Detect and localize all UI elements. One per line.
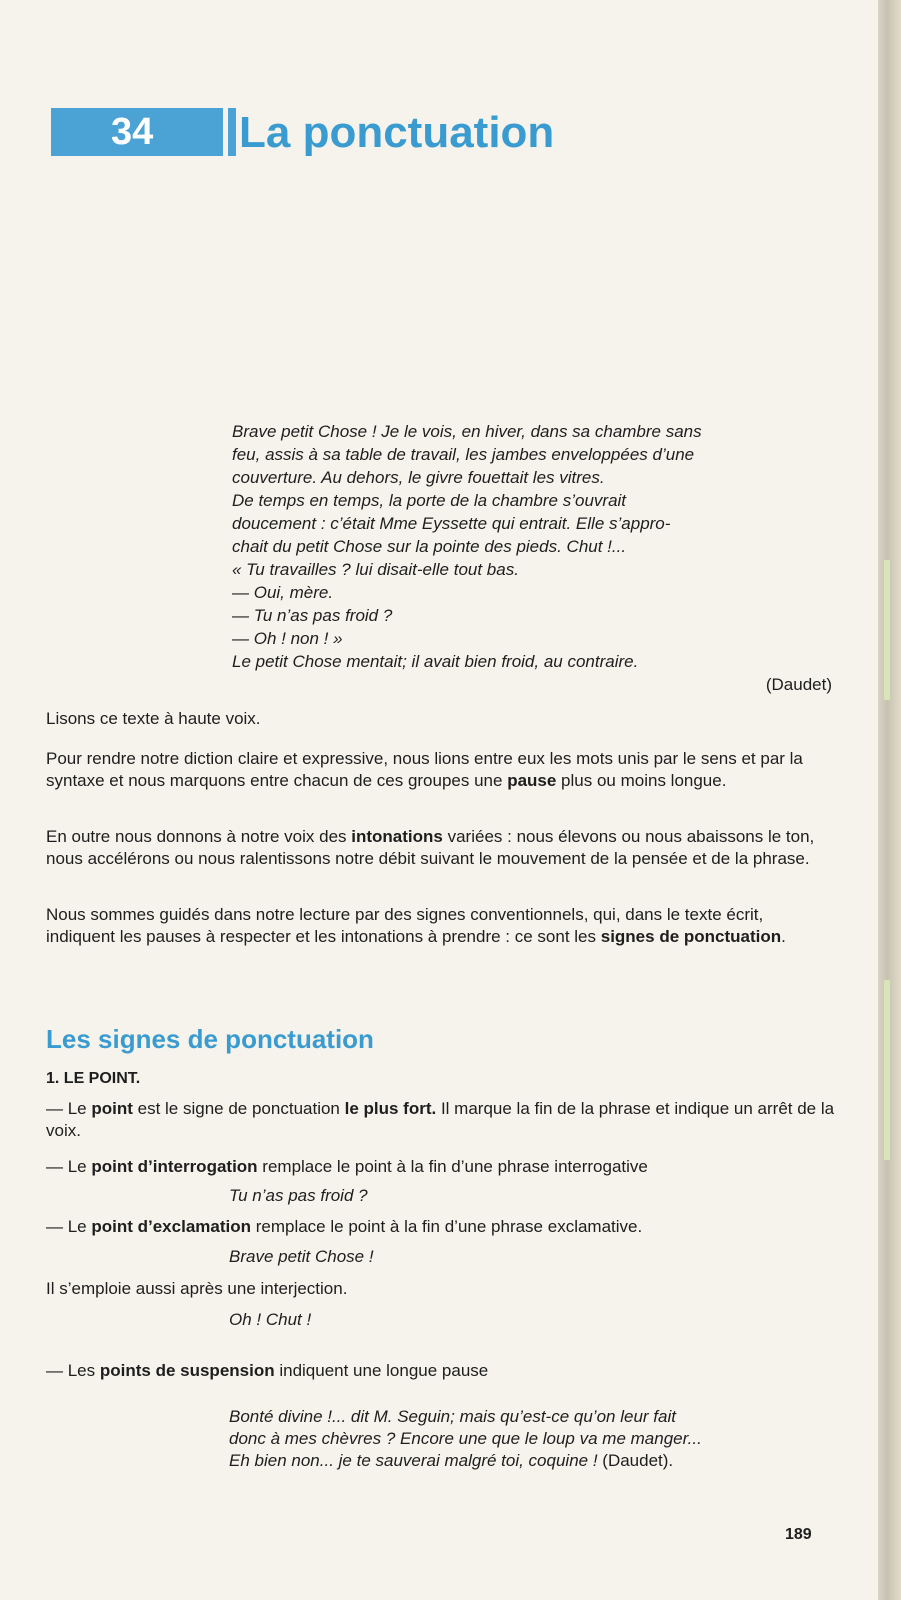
quote-line: doucement : c’était Mme Eyssette qui entrait. Elle s’appro- xyxy=(232,514,671,533)
text-run: plus ou moins longue. xyxy=(556,771,727,790)
text-run: Pour rendre notre diction claire et expressive, nous lions entre eux les mots unis par le sens et par la syntaxe et nous marquons entre chacun de ces groupes une xyxy=(46,749,803,790)
intro-text xyxy=(46,904,836,948)
quote-line: — Oui, mère. xyxy=(232,583,334,602)
intro-paragraph-4 xyxy=(46,904,836,948)
quote-line xyxy=(229,1450,834,1472)
bold-term: point xyxy=(91,1099,133,1118)
text-run: remplace le point à la fin d’une phrase exclamative. xyxy=(251,1217,643,1236)
text-run: En outre nous donnons à notre voix des xyxy=(46,827,352,846)
quote-author: (Daudet). xyxy=(597,1451,674,1470)
chapter-number: 34 xyxy=(111,111,154,153)
text-run: — Les xyxy=(46,1361,100,1380)
bold-term: pause xyxy=(507,771,557,790)
quote-line: — Tu n’as pas froid ? xyxy=(232,606,393,625)
quote-line: Bonté divine !... dit M. Seguin; mais qu’est-ce qu’on leur fait xyxy=(229,1407,676,1426)
rule-point xyxy=(46,1098,836,1142)
quote-line: « Tu travailles ? lui disait-elle tout bas. xyxy=(232,560,519,579)
intro-paragraph-3 xyxy=(46,826,836,870)
section-title: Les signes de ponctuation xyxy=(46,1024,374,1054)
text-run: Nous sommes guidés dans notre lecture par des signes conventionnels, qui, dans le texte écrit, indiquent les pauses à respecter et les intonations à prendre : ce sont les xyxy=(46,905,764,946)
quote-line: Brave petit Chose ! Je le vois, en hiver, dans sa chambre sans xyxy=(232,422,702,441)
quote-line: chait du petit Chose sur la pointe des pieds. Chut !... xyxy=(232,537,627,556)
chapter-title: La ponctuation xyxy=(239,108,555,157)
page-edge-stripe xyxy=(884,980,890,1160)
quote-line: feu, assis à sa table de travail, les jambes enveloppées d’une xyxy=(232,445,695,464)
quote-line: — Oh ! non ! » xyxy=(232,629,343,648)
bold-term: point d’interrogation xyxy=(91,1157,258,1176)
bold-term: point d’exclamation xyxy=(91,1217,251,1236)
intro-text xyxy=(46,748,836,792)
quote-line: donc à mes chèvres ? Encore une que le loup va me manger... xyxy=(229,1429,702,1448)
text-run: — Le xyxy=(46,1217,92,1236)
example-exclamation: Brave petit Chose ! xyxy=(229,1247,374,1266)
ellipsis-quote xyxy=(229,1406,834,1472)
example-question: Tu n’as pas froid ? xyxy=(229,1186,368,1205)
bold-term: signes de ponctuation xyxy=(600,927,782,946)
intro-paragraph-1 xyxy=(46,708,836,730)
intro-text xyxy=(46,826,836,870)
page-number: 189 xyxy=(785,1526,812,1543)
text-run: est le signe de ponctuation xyxy=(132,1099,345,1118)
rule-exclamation-mark xyxy=(46,1216,836,1238)
quote-line: Le petit Chose mentait; il avait bien froid, au contraire. xyxy=(232,652,639,671)
text-run: variées : nous élevons ou nous abaissons le ton, nous accélérons ou nous ralentissons notre débit suivant le mouvement de la pensée et de la phrase. xyxy=(46,827,815,868)
text-run: indiquent une longue pause xyxy=(274,1361,489,1380)
bold-term: intonations xyxy=(351,827,443,846)
rule-question-mark xyxy=(46,1156,836,1178)
text-run: Il marque la fin de la phrase et indique un arrêt de la voix. xyxy=(46,1099,835,1140)
text-run: . xyxy=(781,927,786,946)
book-spine-edge xyxy=(878,0,901,1600)
example-interjection: Oh ! Chut ! xyxy=(229,1310,312,1329)
bold-term: points de suspension xyxy=(99,1361,275,1380)
quote-author: (Daudet) xyxy=(765,675,832,694)
rule-ellipsis xyxy=(46,1360,836,1382)
opening-quote xyxy=(232,420,832,696)
quote-line: couverture. Au dehors, le givre fouettait les vitres. xyxy=(232,468,605,487)
text-run: — Le xyxy=(46,1099,92,1118)
text-run: Eh bien non... je te sauverai malgré toi, coquine ! xyxy=(229,1451,598,1470)
page-edge-stripe xyxy=(884,560,890,700)
quote-line: De temps en temps, la porte de la chambre s’ouvrait xyxy=(232,491,627,510)
bold-term: le plus fort. xyxy=(344,1099,437,1118)
text-run: remplace le point à la fin d’une phrase interrogative xyxy=(257,1157,648,1176)
chapter-number-box xyxy=(51,108,223,156)
rule-interjection: Il s’emploie aussi après une interjection. xyxy=(46,1279,348,1298)
subsection-heading: 1. LE POINT. xyxy=(46,1070,141,1087)
intro-text: Lisons ce texte à haute voix. xyxy=(46,709,261,728)
intro-paragraph-2 xyxy=(46,748,836,792)
chapter-tab-bar xyxy=(228,108,236,156)
text-run: — Le xyxy=(46,1157,92,1176)
